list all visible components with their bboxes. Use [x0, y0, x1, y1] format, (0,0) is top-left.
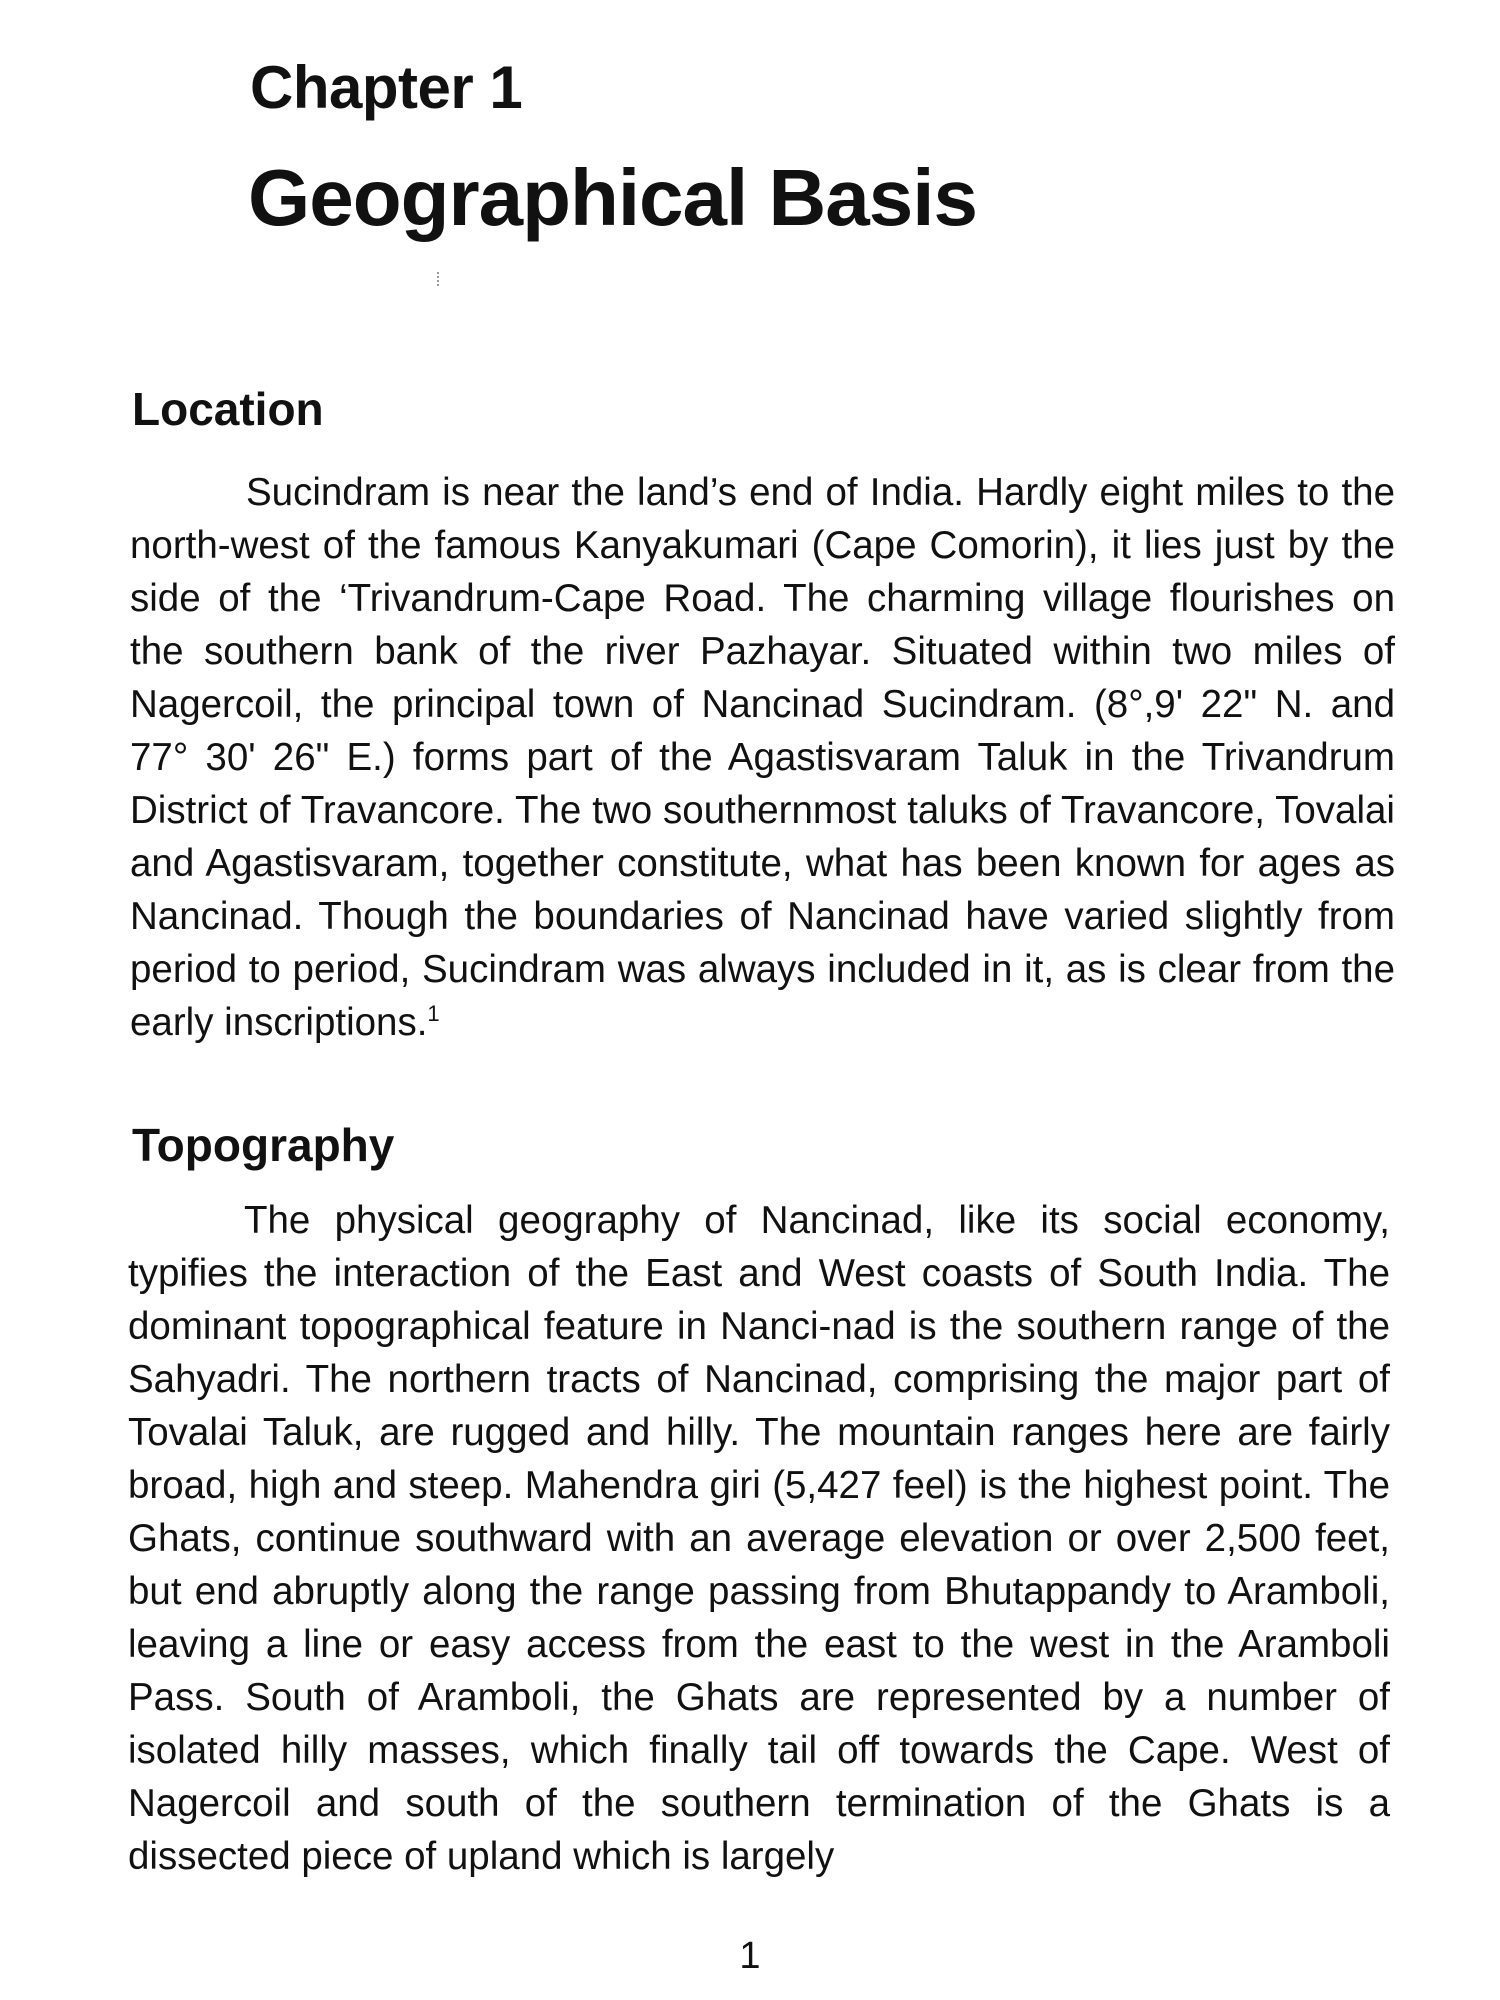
- paragraph-topography-text: The physical geography of Nancinad, like its social economy, typifies the interaction of the East and West coasts of South India. The dominant topographical feature in Nanci-nad is the southern range of the Sahyadri. The northern tracts of Nancinad, comprising the major part of Tovalai Taluk, are rugged and hilly. The mountain ranges here are fairly broad, high and steep. Mahendra giri (5,427 feel) is the highest point. The Ghats, continue southward with an average elevation or over 2,500 feet, but end abruptly along the range passing from Bhutappandy to Aramboli, leaving a line or easy access from the east to the west in the Aramboli Pass. South of Aramboli, the Ghats are represented by a number of isolated hilly masses, which finally tail off towards the Cape. West of Nagercoil and south of the southern termination of the Ghats is a dissected piece of upland which is largely: [128, 1199, 1390, 1878]
- section-heading-location: Location: [132, 383, 324, 435]
- chapter-title: Geographical Basis: [248, 153, 977, 242]
- paragraph-location: [130, 466, 1395, 1049]
- paragraph-location-text: Sucindram is near the land’s end of India. Hardly eight miles to the north-west of the famous Kanyakumari (Cape Comorin), it lies just by the side of the ‘Trivandrum-Cape Road. The charming village flourishes on the southern bank of the river Pazhayar. Situated within two miles of Nagercoil, the principal town of Nancinad Sucindram. (8°,9' 22" N. and 77° 30' 26" E.) forms part of the Agastisvaram Taluk in the Trivandrum District of Travancore. The two southernmost taluks of Travancore, Tovalai and Agastisvaram, together constitute, what has been known for ages as Nancinad. Though the boundaries of Nancinad have varied slightly from period to period, Sucindram was always included in it, as is clear from the early inscriptions.: [130, 471, 1395, 1044]
- scan-speck: [437, 272, 442, 286]
- paragraph-topography: [128, 1194, 1390, 1883]
- section-heading-topography: Topography: [132, 1119, 395, 1171]
- chapter-label: Chapter 1: [250, 54, 523, 121]
- page-number: 1: [739, 1935, 761, 1977]
- footnote-ref: 1: [427, 1001, 440, 1027]
